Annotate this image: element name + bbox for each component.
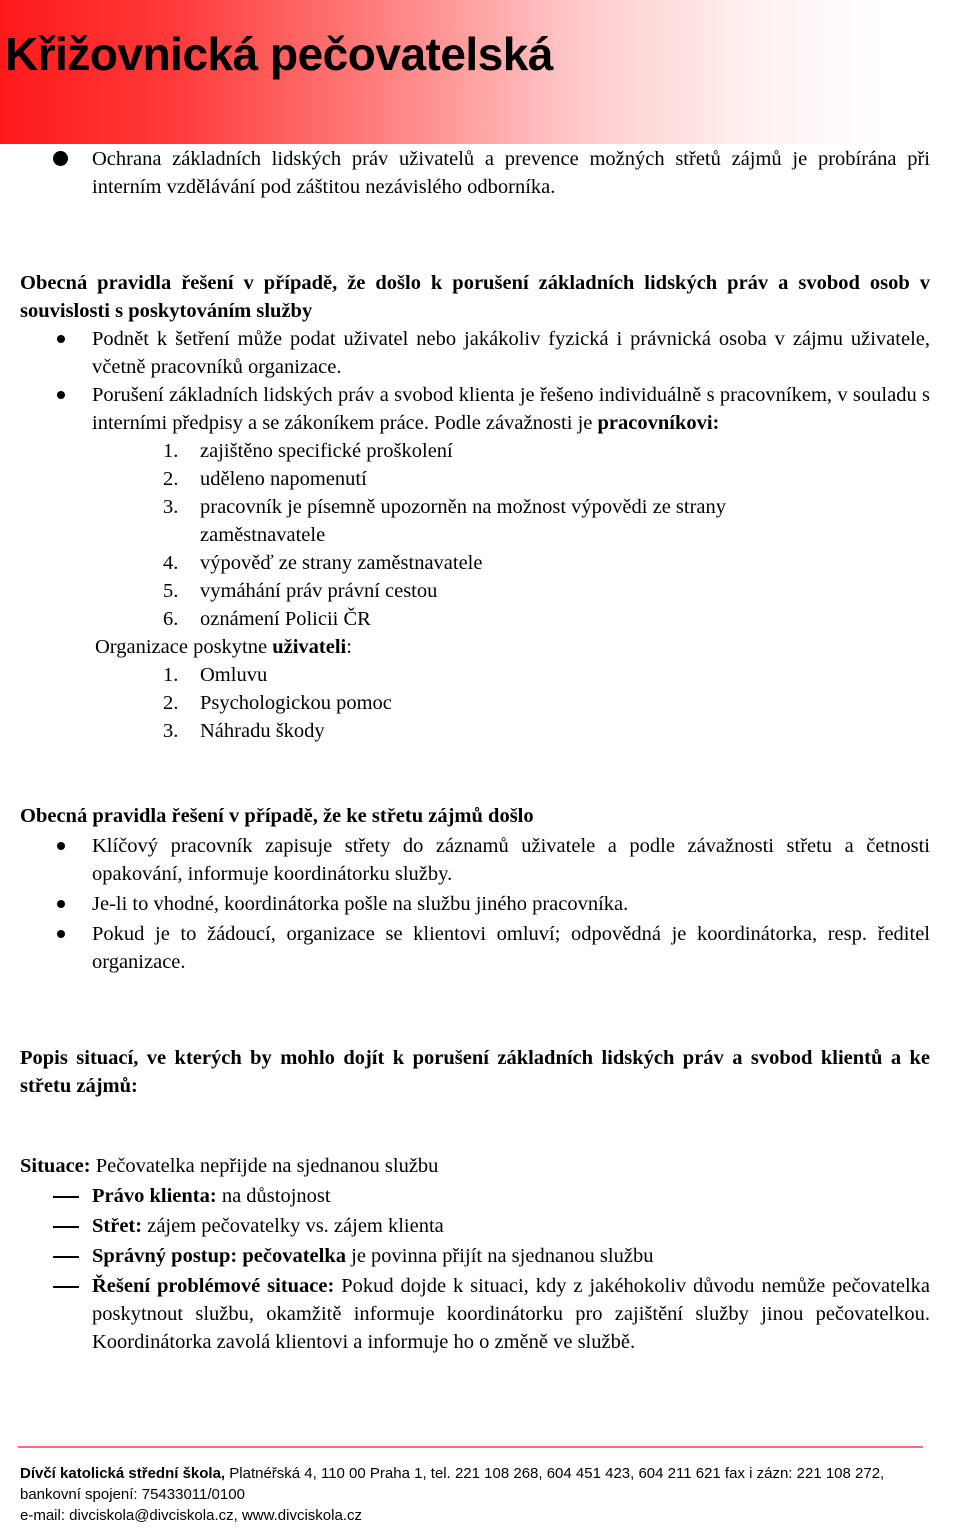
list-item: 5. vymáhání práv právní cestou (163, 580, 438, 602)
footer-contact: e-mail: divciskola@divciskola.cz, www.divciskola.cz (20, 1507, 362, 1524)
section2-bullet-1: Klíčový pracovník zapisuje střety do záznamů uživatele a podle závažnosti střetu a četnosti opakování, informuje koordinátorku služby. (20, 832, 930, 888)
list-item: 2. uděleno napomenutí (163, 468, 367, 490)
user-compensation-list (20, 661, 930, 745)
section1-bullet-1: Podnět k šetření může podat uživatel nebo jakákoliv fyzická i právnická osoba v zájmu uživatele, včetně pracovníků organizace. (20, 325, 930, 381)
situation-line: Situace: Pečovatelka nepřijde na sjednanou službu (20, 1155, 439, 1177)
list-item: 2. Psychologickou pomoc (163, 692, 392, 714)
list-item: 4. výpověď ze strany zaměstnavatele (163, 552, 483, 574)
page-title: Křižovnická pečovatelská (5, 28, 553, 80)
user-compensation-heading: Organizace poskytne uživateli: (95, 636, 352, 658)
list-item: 3. Náhradu škody (163, 720, 325, 742)
section2-heading: Obecná pravidla řešení v případě, že ke střetu zájmů došlo (20, 805, 534, 827)
list-item: 1. Omluvu (163, 664, 268, 686)
footer-divider (18, 1446, 923, 1448)
solution-item: Řešení problémové situace: Pokud dojde k situaci, kdy z jakéhokoliv důvodu nemůže pečovatelka poskytnout službu, okamžitě informuje koordinátorku pro zajištění služby jinou pečovatelkou. Koordinátorka zavolá klientovi a informuje ho o změně ve službě. (20, 1272, 930, 1356)
intro-bullet (20, 145, 930, 201)
list-item: 1. zajištěno specifické proškolení (163, 440, 453, 462)
section1-bullet-2: Porušení základních lidských práv a svobod klienta je řešeno individuálně s pracovníkem, v souladu s interními předpisy a se zákoníkem práce. Podle závažnosti je pracovníkovi: (20, 381, 930, 437)
client-right-item: Právo klienta: na důstojnost (20, 1182, 930, 1210)
procedure-item: Správný postup: pečovatelka je povinna přijít na sjednanou službu (20, 1242, 930, 1270)
document-body (20, 145, 930, 1356)
footer-bank: bankovní spojení: 75433011/0100 (20, 1486, 245, 1503)
section2-bullet-2: Je-li to vhodné, koordinátorka pošle na službu jiného pracovníka. (20, 890, 930, 918)
list-item: 6. oznámení Policii ČR (163, 608, 371, 630)
list-item: 3. pracovník je písemně upozorněn na možnost výpovědi ze strany zaměstnavatele (163, 496, 727, 546)
section3-heading: Popis situací, ve kterých by mohlo dojít k porušení základních lidských práv a svobod klientů a ke střetu zájmů: (20, 1047, 930, 1097)
footer-address: Dívčí katolická střední škola, Platnéřská 4, 110 00 Praha 1, tel. 221 108 268, 604 451 423, 604 211 621 fax i zázn: 221 108 272, (20, 1465, 885, 1482)
footer (20, 1463, 940, 1526)
intro-bullet-text: Ochrana základních lidských práv uživatelů a prevence možných střetů zájmů je probírána při interním vzdělávání pod záštitou nezávislého odborníka. (92, 148, 930, 198)
header-banner (0, 0, 960, 144)
section2-bullet-3: Pokud je to žádoucí, organizace se klientovi omluví; odpovědná je koordinátorka, resp. ředitel organizace. (20, 920, 930, 976)
worker-measures-list (20, 437, 930, 633)
conflict-item: Střet: zájem pečovatelky vs. zájem klienta (20, 1212, 930, 1240)
section1-heading: Obecná pravidla řešení v případě, že došlo k porušení základních lidských práv a svobod osob v souvislosti s poskytováním služby (20, 272, 930, 322)
